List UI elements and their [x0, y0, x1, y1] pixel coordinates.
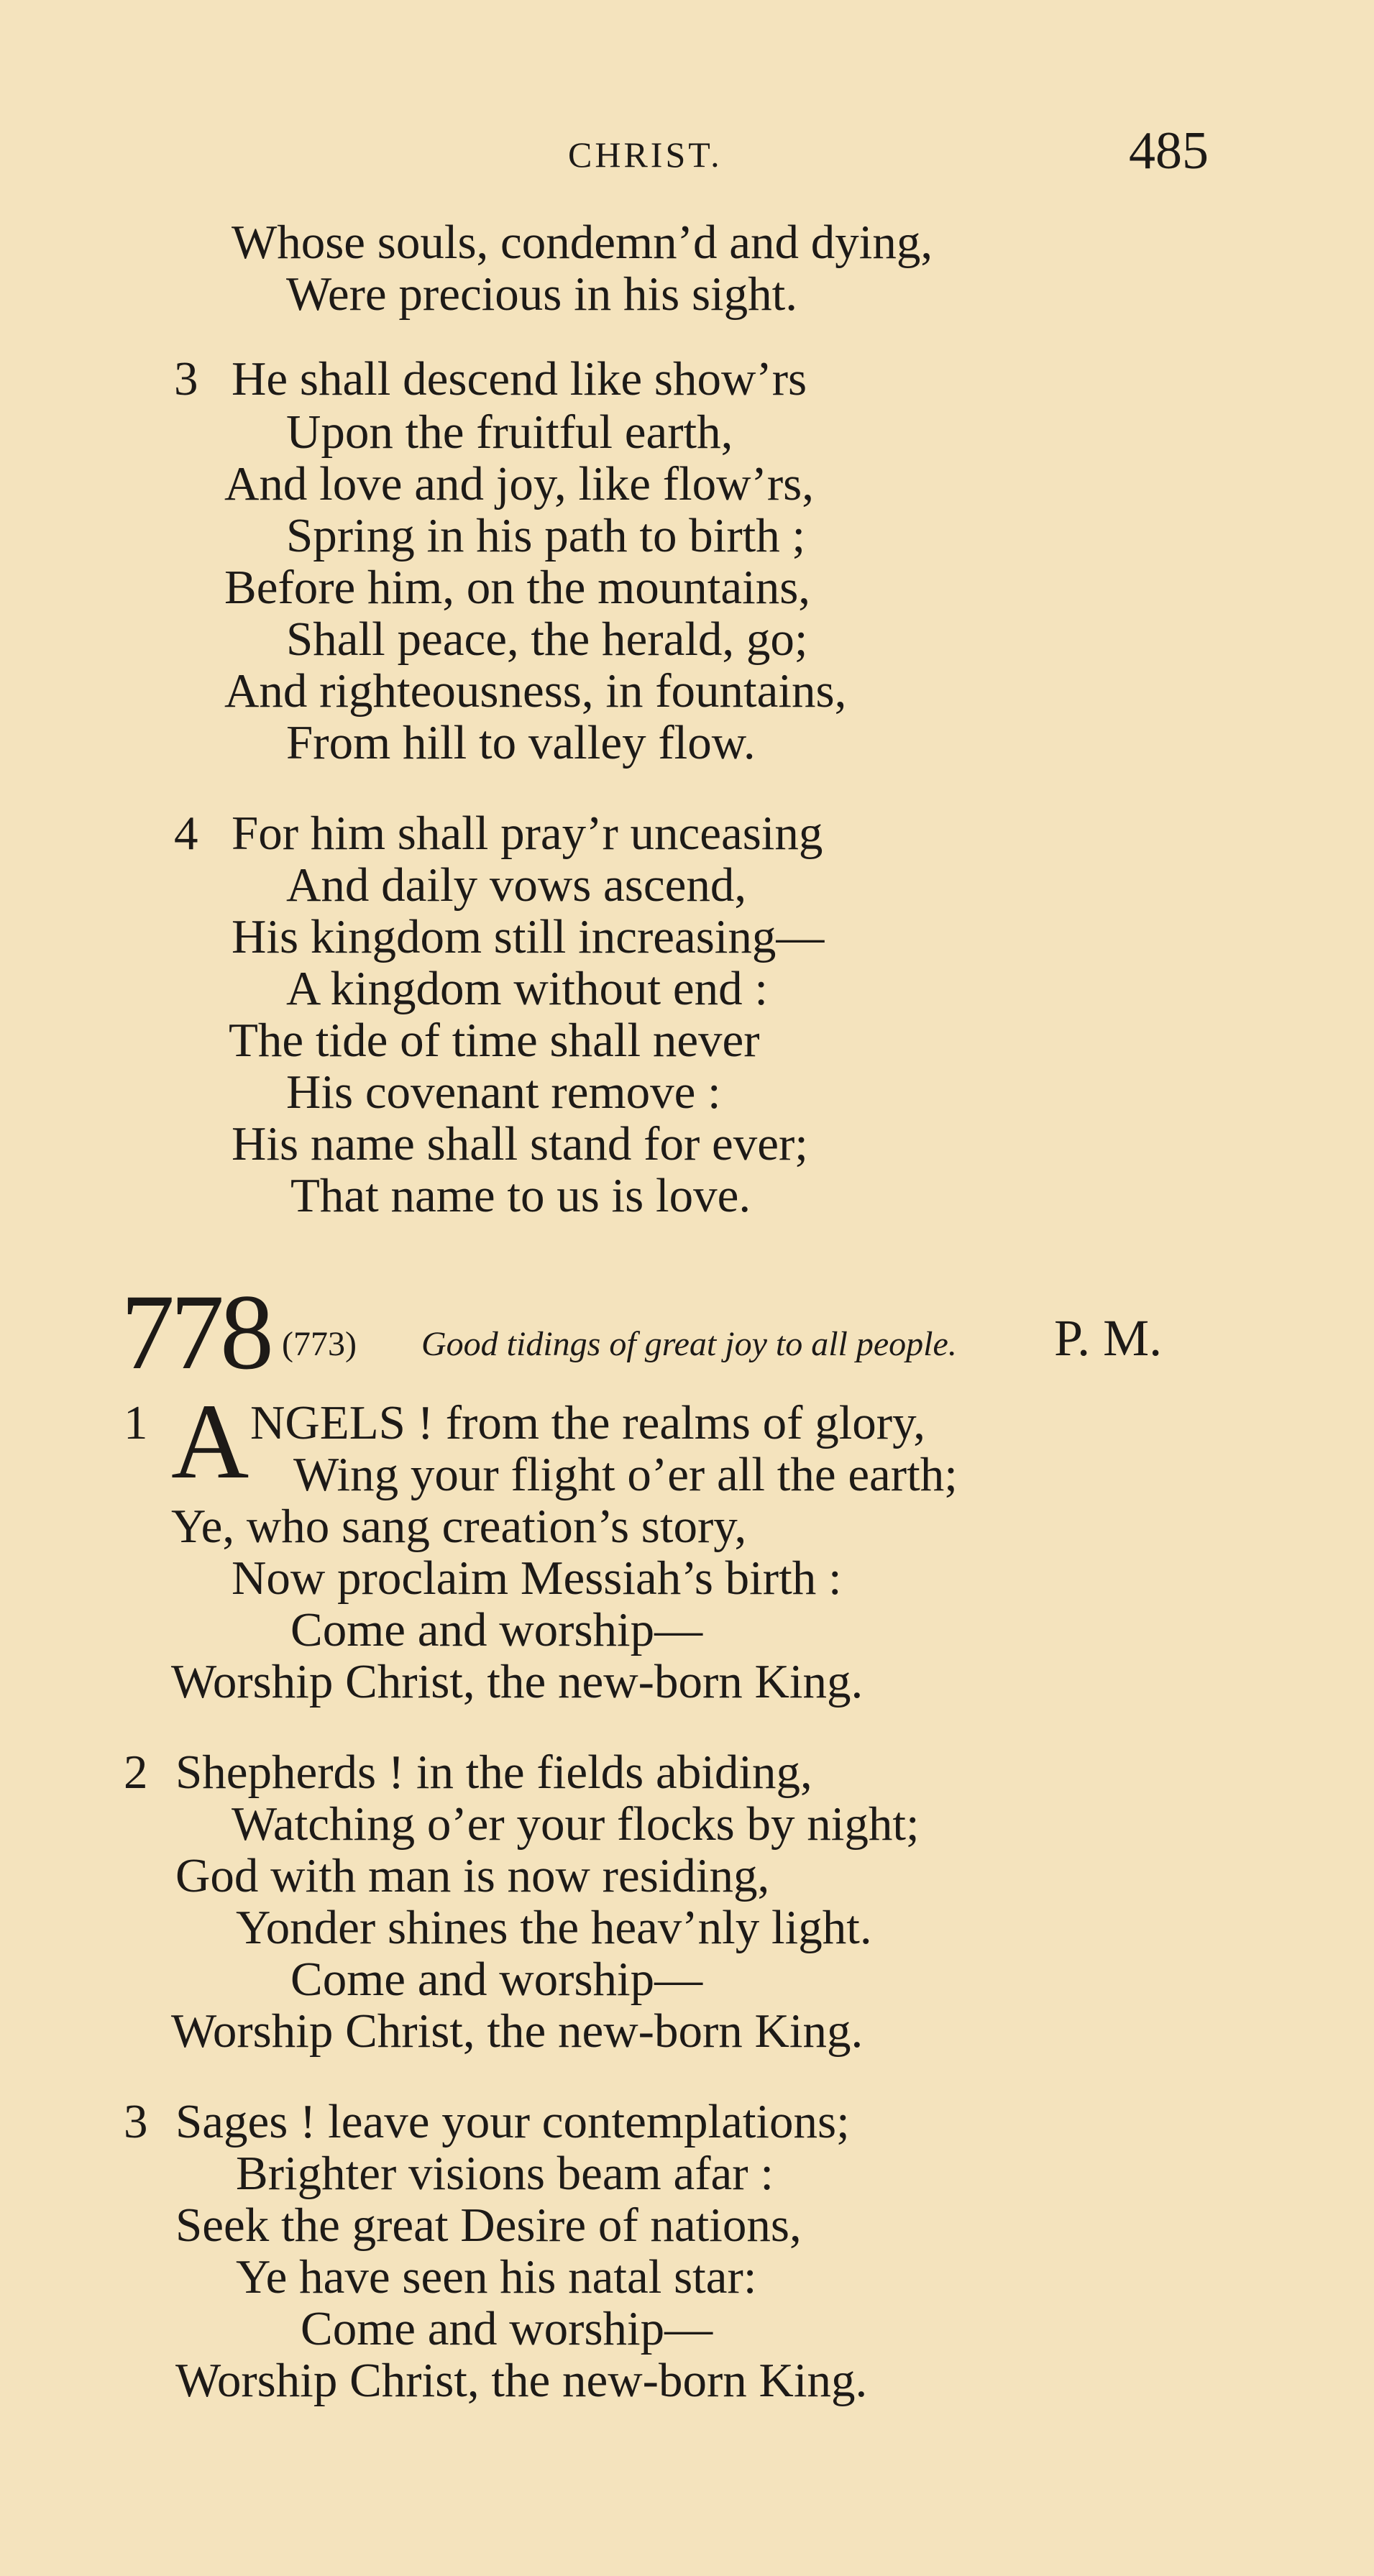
verse-line: His name shall stand for ever;: [232, 1117, 808, 1170]
verse-line: NGELS ! from the realms of glory,: [250, 1396, 926, 1449]
verse-line: And love and joy, like flow’rs,: [224, 457, 814, 510]
verse-line: Whose souls, condemn’d and dying,: [232, 216, 933, 269]
verse-line: Spring in his path to birth ;: [286, 509, 806, 562]
hymn-number: 778: [121, 1273, 270, 1392]
verse-line: From hill to valley flow.: [286, 716, 756, 769]
hymn-title: Good tidings of great joy to all people.: [421, 1325, 957, 1363]
verse-line: Upon the fruitful earth,: [286, 405, 733, 459]
verse-line: Were precious in his sight.: [286, 267, 797, 321]
verse-line: Before him, on the mountains,: [224, 561, 811, 614]
verse-line: Brighter visions beam afar :: [236, 2147, 774, 2200]
verse-line: That name to us is love.: [290, 1169, 751, 1222]
verse-line: Watching o’er your flocks by night;: [232, 1797, 920, 1851]
verse-line: His covenant remove :: [286, 1065, 721, 1119]
verse-line: Ye have seen his natal star:: [236, 2250, 757, 2304]
verse-line: Now proclaim Messiah’s birth :: [232, 1551, 842, 1605]
verse-line: Seek the great Desire of nations,: [175, 2199, 802, 2252]
verse-line: Worship Christ, the new-born King.: [171, 2004, 864, 2058]
verse-line: For him shall pray’r unceasing: [232, 807, 823, 860]
verse-line: Wing your flight o’er all the earth;: [293, 1448, 958, 1501]
verse-line: Come and worship—: [290, 1953, 703, 2006]
hymn-meter: P. M.: [1054, 1309, 1163, 1367]
verse-line: Come and worship—: [301, 2302, 713, 2355]
verse-line: Worship Christ, the new-born King.: [175, 2354, 868, 2407]
verse-line: His kingdom still increasing—: [232, 910, 825, 963]
verse-line: And daily vows ascend,: [286, 858, 747, 912]
stanza-number: 3: [124, 2095, 148, 2148]
stanza-number: 1: [124, 1396, 148, 1449]
verse-line: He shall descend like show’rs: [232, 352, 807, 405]
stanza-number: 3: [174, 352, 198, 405]
verse-line: Ye, who sang creation’s story,: [171, 1500, 747, 1553]
verse-line: Worship Christ, the new-born King.: [171, 1655, 864, 1708]
verse-line: Sages ! leave your contemplations;: [175, 2095, 850, 2148]
stanza-number: 4: [174, 807, 198, 860]
verse-line: God with man is now residing,: [175, 1849, 770, 1902]
verse-line: Shepherds ! in the fields abiding,: [175, 1746, 812, 1799]
stanza-number: 2: [124, 1746, 148, 1799]
verse-line: Yonder shines the heav’nly light.: [236, 1901, 872, 1954]
verse-line: And righteousness, in fountains,: [224, 664, 847, 718]
verse-line: A kingdom without end :: [286, 962, 768, 1015]
hymn-reference: (773): [282, 1325, 357, 1363]
page-number: 485: [1129, 122, 1209, 180]
verse-line: Come and worship—: [290, 1603, 703, 1656]
running-header: CHRIST.: [568, 134, 723, 175]
drop-cap: A: [171, 1382, 249, 1501]
verse-line: The tide of time shall never: [229, 1014, 760, 1067]
verse-line: Shall peace, the herald, go;: [286, 613, 808, 666]
